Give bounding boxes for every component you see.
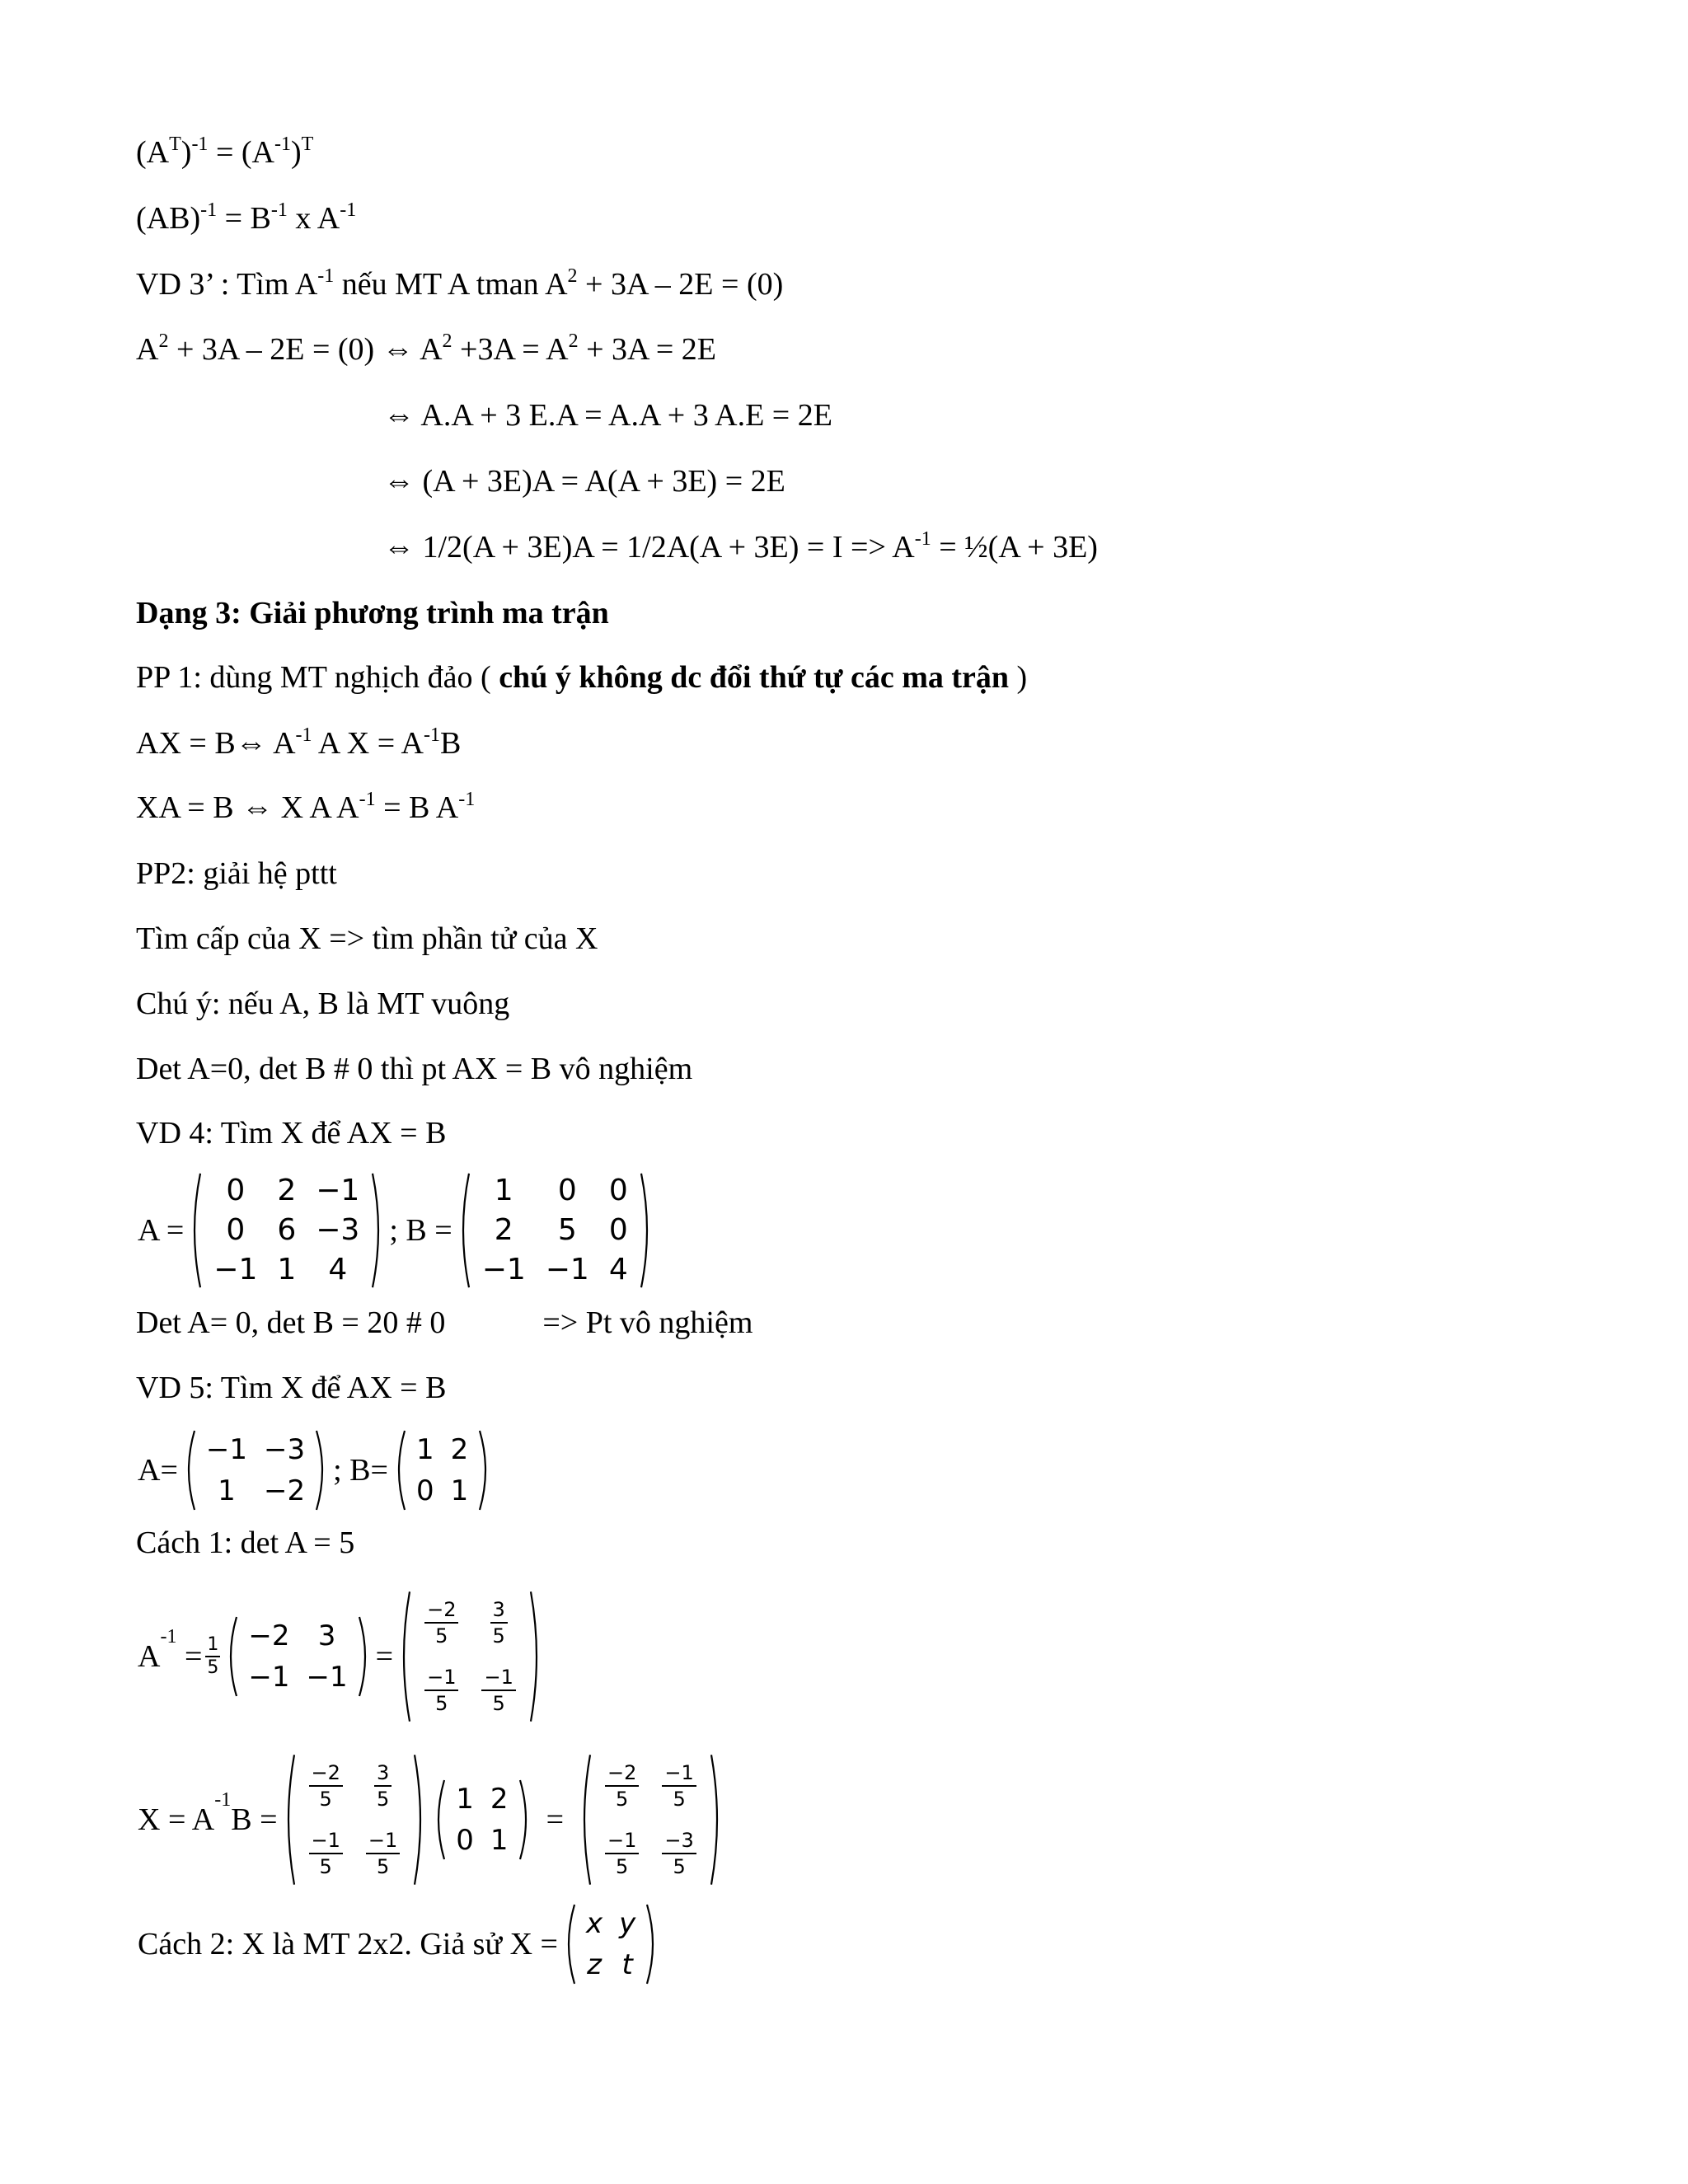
matrix-cell: 0 [456, 1824, 474, 1857]
numerator: −3 [662, 1828, 696, 1854]
matrix-cell: −2 [264, 1474, 306, 1507]
right-paren [528, 1589, 544, 1724]
det-condition-line: Det A=0, det B # 0 thì pt AX = B vô nghiệm [136, 1052, 693, 1086]
denominator: 5 [319, 1855, 332, 1878]
example-4-matrices [136, 1169, 656, 1292]
matrix-grid [204, 1171, 369, 1290]
text: PP 1: dùng MT nghịch đảo ( [136, 660, 499, 695]
matrix-b [392, 1429, 493, 1511]
matrix-cell [298, 1752, 354, 1820]
superscript: -1 [359, 789, 376, 810]
text: ) [1009, 660, 1028, 695]
text: A [136, 332, 159, 367]
matrix-cell: 0 [415, 1474, 434, 1507]
denominator: 5 [376, 1788, 390, 1811]
result-matrix [577, 1752, 724, 1887]
denominator: 5 [376, 1855, 390, 1878]
numerator: −1 [605, 1828, 639, 1854]
numerator: −2 [309, 1760, 343, 1787]
matrix-cell: −1 [248, 1661, 290, 1694]
numerator: 3 [374, 1760, 392, 1787]
text: +3A = A [452, 332, 569, 367]
matrix-cell: 4 [608, 1253, 628, 1286]
fraction [490, 1597, 508, 1648]
matrix-cell [470, 1589, 527, 1657]
inverse-transpose-formula [136, 134, 313, 175]
text: = [375, 1639, 394, 1674]
matrix-row [578, 1903, 644, 1944]
matrix-grid [413, 1589, 528, 1724]
matrix-row [408, 1470, 476, 1511]
text: B = [231, 1802, 278, 1837]
matrix-cell: 1 [450, 1474, 469, 1507]
left-paren [181, 1429, 198, 1511]
matrix-row [298, 1820, 412, 1887]
text: + 3A = 2E [578, 332, 717, 367]
matrix-cell: t [621, 1948, 633, 1981]
matrix-b [456, 1171, 654, 1290]
matrix-grid [578, 1903, 644, 1985]
denominator: 5 [207, 1657, 219, 1678]
superscript: T [169, 134, 181, 155]
superscript: T [301, 134, 314, 155]
fraction [605, 1828, 639, 1879]
text: = [176, 1639, 203, 1674]
text: + 3A – 2E = (0) ⇔ A [168, 332, 443, 367]
scalar-fraction [205, 1634, 220, 1679]
example-3-step-2: ⇔ A.A + 3 E.A = A.A + 3 A.E = 2E [383, 398, 832, 433]
right-paren [356, 1615, 373, 1698]
matrix-grid [240, 1615, 355, 1698]
matrix-row [593, 1820, 708, 1887]
matrix-row [472, 1250, 638, 1290]
text: Cách 2: X là MT 2x2. Giả sử X = [138, 1927, 558, 1961]
matrix-cell [593, 1820, 650, 1887]
right-paren [638, 1171, 654, 1290]
text: = ½(A + 3E) [931, 530, 1098, 565]
superscript: -1 [458, 789, 476, 810]
matrix-grid [298, 1752, 412, 1887]
fraction [366, 1828, 400, 1879]
left-paren [561, 1903, 578, 1985]
text: A= [138, 1453, 178, 1488]
numerator: −1 [366, 1828, 400, 1854]
text: ) [290, 135, 302, 170]
fraction [481, 1665, 515, 1716]
superscript: 2 [158, 330, 169, 352]
superscript: -1 [274, 134, 291, 155]
matrix-cell: 1 [218, 1474, 236, 1507]
superscript: -1 [191, 134, 209, 155]
text: = (A [208, 135, 274, 170]
denominator: 5 [616, 1855, 629, 1878]
numerator: −2 [605, 1760, 639, 1787]
right-paren [644, 1903, 660, 1985]
right-paren [517, 1779, 533, 1861]
matrix-grid [593, 1752, 708, 1887]
fraction [309, 1760, 343, 1811]
matrix-cell: z [587, 1948, 602, 1981]
left-paren [577, 1752, 593, 1887]
matrix-cell: 1 [456, 1783, 474, 1816]
matrix-grid [198, 1429, 313, 1511]
matrix-cell: −2 [248, 1619, 290, 1652]
matrix-row [448, 1779, 516, 1820]
left-paren [396, 1589, 413, 1724]
text: + 3A – 2E = (0) [577, 267, 784, 302]
matrix-cell: 0 [557, 1174, 577, 1207]
matrix-grid [472, 1171, 638, 1290]
text: VD 3’ : Tìm A [136, 267, 318, 302]
matrix-row [593, 1752, 708, 1820]
matrix-cell [413, 1657, 470, 1724]
fraction [605, 1760, 639, 1811]
text: = B A [375, 790, 459, 825]
denominator: 5 [435, 1692, 448, 1715]
matrix-cell [470, 1657, 527, 1724]
matrix-row [204, 1211, 369, 1250]
section-heading: Dạng 3: Giải phương trình ma trận [136, 596, 609, 630]
matrix-grid [408, 1429, 476, 1511]
denominator: 5 [673, 1788, 686, 1811]
method-1-line [136, 659, 1027, 696]
matrix-cell: −3 [264, 1433, 306, 1466]
matrix-cell: 1 [277, 1253, 297, 1286]
superscript: -1 [270, 199, 288, 221]
fraction [309, 1828, 343, 1879]
matrix-cell [650, 1820, 707, 1887]
matrix-cell [354, 1820, 411, 1887]
matrix-row [472, 1171, 638, 1211]
matrix-x [561, 1903, 660, 1985]
example-3-step-4 [383, 529, 1098, 569]
method-2-line: PP2: giải hệ pttt [136, 856, 337, 891]
superscript: -1 [317, 265, 335, 287]
text: (AB) [136, 201, 201, 236]
matrix-cell: 2 [490, 1783, 509, 1816]
matrix-row [472, 1211, 638, 1250]
text: XA = B ⇔ X A A [136, 790, 359, 825]
method-1-det: Cách 1: det A = 5 [136, 1526, 355, 1560]
matrix-cell: −1 [306, 1661, 348, 1694]
matrix-cell: 0 [608, 1174, 628, 1207]
matrix-cell [354, 1752, 411, 1820]
superscript: -1 [214, 1789, 232, 1811]
matrix-cell [650, 1752, 707, 1820]
matrix-row [298, 1752, 412, 1820]
denominator: 5 [616, 1788, 629, 1811]
inverse-matrix [281, 1752, 429, 1887]
superscript: -1 [160, 1626, 177, 1648]
right-paren [708, 1752, 724, 1887]
superscript: 2 [568, 330, 579, 352]
left-paren [187, 1171, 204, 1290]
text: ) [181, 135, 192, 170]
numerator: −1 [424, 1665, 458, 1691]
ax-equals-b-line [136, 725, 461, 766]
note-line: Chú ý: nếu A, B là MT vuông [136, 987, 510, 1021]
matrix-cell: 0 [226, 1213, 246, 1247]
right-paren [476, 1429, 493, 1511]
matrix-cell: −3 [316, 1213, 360, 1247]
product-computation [136, 1754, 726, 1886]
inverse-product-formula [136, 200, 356, 241]
text: A [138, 1639, 161, 1674]
matrix-cell: 1 [494, 1174, 513, 1207]
bold-note: chú ý không dc đổi thứ tự các ma trận [499, 660, 1010, 695]
numerator: −1 [309, 1828, 343, 1854]
matrix-b [431, 1779, 532, 1861]
text: ; B = [389, 1213, 452, 1248]
fraction [662, 1760, 696, 1811]
example-5-matrices [136, 1430, 495, 1511]
matrix-cell: 0 [608, 1213, 628, 1247]
matrix-cell: −1 [205, 1433, 247, 1466]
text: Det A= 0, det B = 20 # 0 [136, 1305, 446, 1340]
right-paren [313, 1429, 330, 1511]
text: AX = B⇔ A [136, 726, 296, 761]
matrix-row [204, 1171, 369, 1211]
denominator: 5 [435, 1624, 448, 1647]
superscript: 2 [567, 265, 578, 287]
matrix-cell: 3 [317, 1619, 336, 1652]
fraction [424, 1597, 458, 1648]
matrix-cell: 1 [490, 1824, 509, 1857]
text: X = A [138, 1802, 215, 1837]
fraction [374, 1760, 392, 1811]
superscript: -1 [340, 199, 357, 221]
left-paren [431, 1779, 448, 1861]
numerator: −1 [481, 1665, 515, 1691]
text: ; B= [333, 1453, 388, 1488]
denominator: 5 [492, 1692, 505, 1715]
superscript: -1 [200, 199, 218, 221]
denominator: 5 [492, 1624, 505, 1647]
matrix-cell: 1 [415, 1433, 434, 1466]
matrix-cell [413, 1589, 470, 1657]
right-paren [369, 1171, 386, 1290]
example-4-conclusion [136, 1305, 753, 1341]
matrix-cell: −1 [481, 1253, 526, 1286]
text: A X = A [312, 726, 424, 761]
matrix-cell: −1 [213, 1253, 258, 1286]
example-3-statement [136, 266, 783, 307]
matrix-cell: y [619, 1907, 636, 1940]
denominator: 5 [673, 1855, 686, 1878]
matrix-grid [448, 1779, 516, 1861]
matrix-cell: −1 [316, 1174, 360, 1207]
fraction [424, 1665, 458, 1716]
matrix-row [198, 1429, 313, 1470]
superscript: -1 [423, 724, 440, 746]
method-2-setup [136, 1904, 662, 1985]
superscript: -1 [295, 724, 312, 746]
text: = [546, 1802, 564, 1837]
matrix-row [408, 1429, 476, 1470]
numerator: 1 [205, 1634, 220, 1657]
matrix-row [578, 1944, 644, 1985]
example-3-step-1 [136, 331, 716, 372]
find-order-line: Tìm cấp của X => tìm phần tử của X [136, 921, 598, 956]
text: => Pt vô nghiệm [542, 1305, 753, 1340]
matrix-row [204, 1250, 369, 1290]
matrix-cell: 2 [277, 1174, 297, 1207]
text: = B [217, 201, 271, 236]
matrix-cell: x [585, 1907, 603, 1940]
numerator: 3 [490, 1597, 508, 1624]
numerator: −1 [662, 1760, 696, 1787]
matrix-row [413, 1657, 528, 1724]
left-paren [281, 1752, 298, 1887]
left-paren [223, 1615, 240, 1698]
xa-equals-b-line [136, 790, 475, 830]
matrix-cell: −1 [545, 1253, 589, 1286]
matrix-cell: 6 [277, 1213, 297, 1247]
denominator: 5 [319, 1788, 332, 1811]
text: nếu MT A tman A [334, 267, 568, 302]
matrix-row [198, 1470, 313, 1511]
fraction [662, 1828, 696, 1879]
matrix-cell: 4 [328, 1253, 348, 1286]
adjugate-matrix [223, 1615, 372, 1698]
matrix-row [240, 1615, 355, 1657]
numerator: −2 [424, 1597, 458, 1624]
text: ⇔ 1/2(A + 3E)A = 1/2A(A + 3E) = I => A [383, 530, 915, 565]
matrix-cell [298, 1820, 354, 1887]
matrix-a [181, 1429, 330, 1511]
superscript: -1 [914, 528, 931, 550]
left-paren [456, 1171, 472, 1290]
matrix-cell: 2 [450, 1433, 469, 1466]
text: x A [287, 201, 340, 236]
inverse-computation [136, 1591, 546, 1722]
text: (A [136, 135, 170, 170]
matrix-cell: 2 [494, 1213, 513, 1247]
example-3-step-3: ⇔ (A + 3E)A = A(A + 3E) = 2E [383, 464, 785, 499]
text: B [439, 726, 462, 761]
right-paren [411, 1752, 428, 1887]
matrix-row [240, 1657, 355, 1698]
superscript: 2 [442, 330, 452, 352]
text: A = [138, 1213, 185, 1248]
left-paren [392, 1429, 408, 1511]
example-4-title: VD 4: Tìm X để AX = B [136, 1116, 447, 1151]
matrix-cell: 5 [557, 1213, 577, 1247]
matrix-row [413, 1589, 528, 1657]
example-5-title: VD 5: Tìm X để AX = B [136, 1371, 447, 1405]
matrix-row [448, 1820, 516, 1861]
inverse-matrix [396, 1589, 544, 1724]
matrix-cell [593, 1752, 650, 1820]
matrix-cell: 0 [226, 1174, 246, 1207]
matrix-a [187, 1171, 386, 1290]
